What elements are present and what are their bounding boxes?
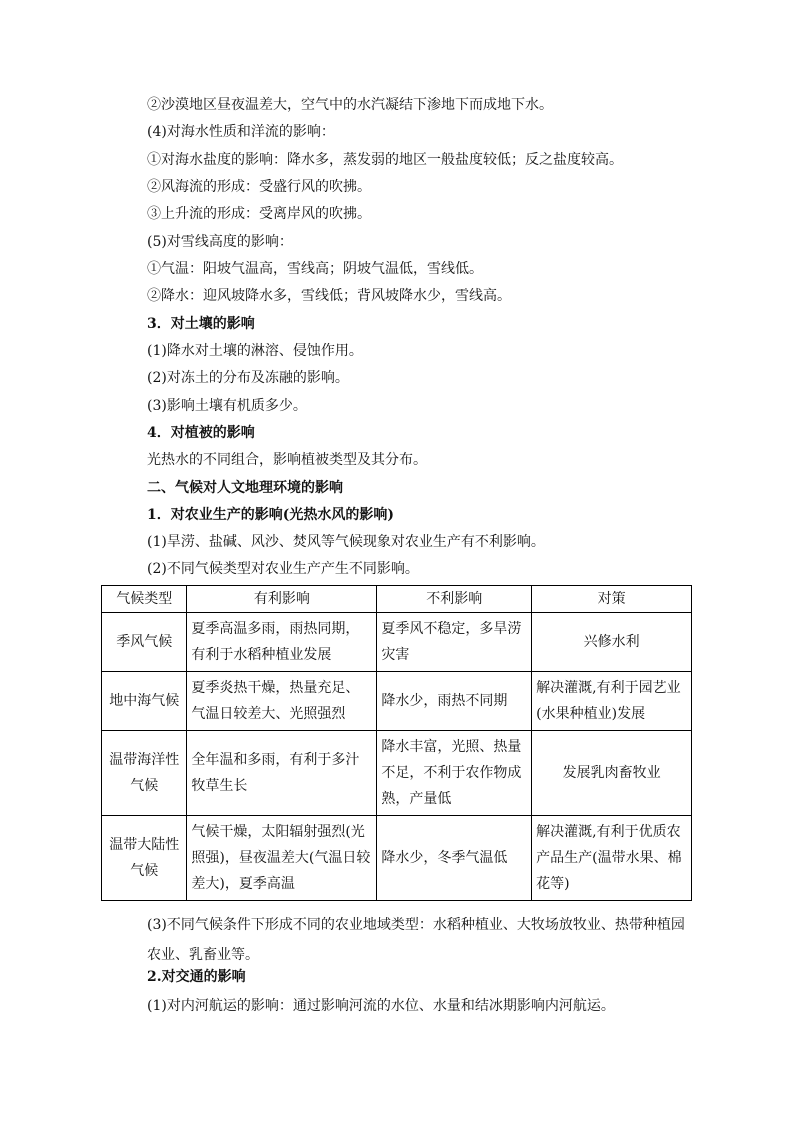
table-header: 有利影响 [187,586,377,613]
climate-agriculture-table [101,585,692,901]
table-row [102,816,692,901]
text-line: (3)影响土壤有机质多少。 [147,398,307,414]
table-cell: 降水少，雨热不同期 [377,672,532,731]
text-line: ②风海流的形成：受盛行风的吹拂。 [147,179,371,195]
section-heading: 1．对农业生产的影响(光热水风的影响) [147,507,394,523]
text-line: (1)对内河航运的影响：通过影响河流的水位、水量和结冰期影响内河航运。 [147,998,615,1014]
text-line: (5)对雪线高度的影响： [147,234,293,250]
table-header: 不利影响 [377,586,532,613]
table-header: 对策 [532,586,692,613]
table-cell: 气候干燥，太阳辐射强烈(光照强)，昼夜温差大(气温日较差大)，夏季高温 [187,816,377,901]
text-line: ①气温：阳坡气温高，雪线高；阴坡气温低，雪线低。 [147,261,483,277]
table-cell: 夏季炎热干燥，热量充足、气温日较差大、光照强烈 [187,672,377,731]
table-cell: 降水少，冬季气温低 [377,816,532,901]
table-cell: 温带海洋性气候 [102,731,187,816]
text-line: (4)对海水性质和洋流的影响： [147,124,335,140]
text-line: ③上升流的形成：受离岸风的吹拂。 [147,206,371,222]
table-cell: 解决灌溉,有利于优质农产品生产(温带水果、棉花等) [532,816,692,901]
table-header: 气候类型 [102,586,187,613]
chapter-heading: 二、气候对人文地理环境的影响 [147,480,343,496]
text-line: ②降水：迎风坡降水多，雪线低；背风坡降水少，雪线高。 [147,288,511,304]
table-cell: 全年温和多雨，有利于多汁牧草生长 [187,731,377,816]
text-line: (2)不同气候类型对农业生产产生不同影响。 [147,561,419,577]
table-row [102,613,692,672]
text-line: (1)降水对土壤的淋溶、侵蚀作用。 [147,343,363,359]
table-cell: 解决灌溉,有利于园艺业(水果种植业)发展 [532,672,692,731]
table-cell: 兴修水利 [532,613,692,672]
section-heading: 4．对植被的影响 [147,425,255,441]
paragraph: (3)不同气候条件下形成不同的农业地域类型：水稻种植业、大牧场放牧业、热带种植园农业、乳畜业等。 [147,917,685,963]
text-line: (2)对冻土的分布及冻融的影响。 [147,370,349,386]
table-header-row [102,586,692,613]
text-line: 光热水的不同组合，影响植被类型及其分布。 [147,452,427,468]
table-cell: 发展乳肉畜牧业 [532,731,692,816]
text-line: (1)旱涝、盐碱、风沙、焚风等气候现象对农业生产有不利影响。 [147,534,545,550]
text-line: ②沙漠地区昼夜温差大，空气中的水汽凝结下渗地下而成地下水。 [147,97,553,113]
table-cell: 季风气候 [102,613,187,672]
table-cell: 夏季风不稳定，多旱涝灾害 [377,613,532,672]
table-cell: 温带大陆性气候 [102,816,187,901]
text-line: ①对海水盐度的影响：降水多，蒸发弱的地区一般盐度较低；反之盐度较高。 [147,152,623,168]
table-cell: 降水丰富，光照、热量不足，不利于农作物成熟，产量低 [377,731,532,816]
table-row [102,731,692,816]
table-cell: 地中海气候 [102,672,187,731]
table-row [102,672,692,731]
section-heading: 2.对交通的影响 [147,969,246,985]
table-cell: 夏季高温多雨，雨热同期，有利于水稻种植业发展 [187,613,377,672]
section-heading: 3．对土壤的影响 [147,316,255,332]
